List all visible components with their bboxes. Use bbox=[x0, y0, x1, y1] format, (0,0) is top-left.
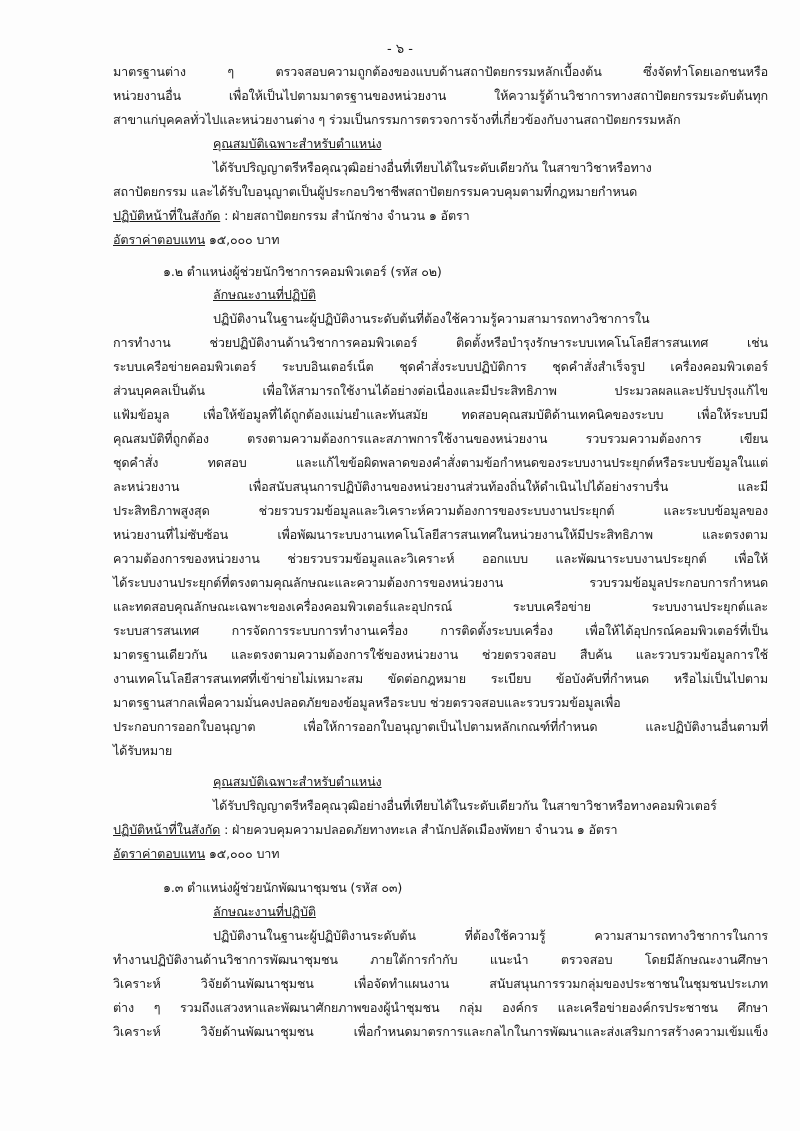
qualification-heading: คุณสมบัติเฉพาะสำหรับตำแหน่ง bbox=[213, 774, 382, 789]
duty-line: การทำงาน ช่วยปฏิบัติงานด้านวิชาการคอมพิวเตอร์ ติดตั้งหรือบำรุงรักษาระบบเทคโนโลยีสารสนเทศ เช่น bbox=[113, 335, 768, 350]
duty-line: ทำงานปฏิบัติงานด้านวิชาการพัฒนาชุมชน ภายใต้การกำกับ แนะนำ ตรวจสอบ โดยมีลักษณะงานศึกษา bbox=[113, 952, 768, 967]
pay-label: อัตราค่าตอบแทน bbox=[113, 232, 206, 247]
duty-line: ละหน่วยงาน เพื่อสนับสนุนการปฏิบัติงานของหน่วยงานส่วนท้องถิ่นให้ดำเนินไปได้อย่างราบรื่น และมี bbox=[113, 479, 768, 494]
department-line bbox=[113, 820, 768, 840]
department-label: ปฏิบัติหน้าที่ในสังกัด bbox=[113, 208, 221, 223]
duty-line: ระบบสารสนเทศ การจัดการระบบการทำงานเครื่อง การติดตั้งระบบเครื่อง เพื่อให้ได้อุปกรณ์คอมพิวเตอร์ที่เป็น bbox=[113, 623, 768, 638]
qualification-line: ได้รับปริญญาตรีหรือคุณวุฒิอย่างอื่นที่เทียบได้ในระดับเดียวกัน ในสาขาวิชาหรือทาง bbox=[213, 160, 652, 175]
pay-value: ๑๕,๐๐๐ บาท bbox=[205, 232, 280, 247]
duty-line: ส่วนบุคคลเป็นต้น เพื่อให้สามารถใช้งานได้อย่างต่อเนื่องและมีประสิทธิภาพ ประมวลผลและปรับปรุงแก้ไข bbox=[113, 383, 768, 398]
duty-line: วิเคราะห์ วิจัยด้านพัฒนาชุมชน เพื่อกำหนดมาตรการและกลไกในการพัฒนาและส่งเสริมการสร้างความเข้มแข็ง bbox=[113, 1024, 768, 1039]
pay-label: อัตราค่าตอบแทน bbox=[113, 846, 206, 861]
section-title-1-3: ๑.๓ ตำแหน่งผู้ช่วยนักพัฒนาชุมชน (รหัส ๐๓) bbox=[163, 880, 403, 895]
duty-line: ประกอบการออกใบอนุญาต เพื่อให้การออกใบอนุญาตเป็นไปตามหลักเกณฑ์ที่กำหนด และปฏิบัติงานอื่นตามที่ bbox=[113, 719, 768, 734]
duty-line: ประสิทธิภาพสูงสุด ช่วยรวบรวมข้อมูลและวิเคราะห์ความต้องการของระบบงานประยุกต์ และระบบข้อมูลของ bbox=[113, 503, 768, 518]
duty-line: คุณสมบัติที่ถูกต้อง ตรงตามความต้องการและสภาพการใช้งานของหน่วยงาน รวบรวมความต้องการ เขียน bbox=[113, 431, 768, 446]
duty-line: วิเคราะห์ วิจัยด้านพัฒนาชุมชน เพื่อจัดทำแผนงาน สนับสนุนการรวมกลุ่มของประชาชนในชุมชนประเภท bbox=[113, 976, 768, 991]
duty-line: ได้รับหมาย bbox=[113, 743, 173, 758]
department-line bbox=[113, 206, 768, 226]
body-line: สาขาแก่บุคคลทั่วไปและหน่วยงานต่าง ๆ ร่วมเป็นกรรมการตรวจการจ้างที่เกี่ยวข้องกับงานสถาปัตยกรรมหลัก bbox=[113, 112, 681, 127]
body-line: หน่วยงานอื่น เพื่อให้เป็นไปตามมาตรฐานของหน่วยงาน ให้ความรู้ด้านวิชาการทางสถาปัตยกรรมระดับต้นทุก bbox=[113, 88, 768, 103]
qualification-line: ได้รับปริญญาตรีหรือคุณวุฒิอย่างอื่นที่เทียบได้ในระดับเดียวกัน ในสาขาวิชาหรือทางคอมพิวเตอร์ bbox=[213, 798, 717, 813]
duty-line: ระบบเครือข่ายคอมพิวเตอร์ ระบบอินเตอร์เน็ต ชุดคำสั่งระบบปฏิบัติการ ชุดคำสั่งสำเร็จรูป เครื่องคอมพิวเตอร์ bbox=[113, 359, 768, 374]
duty-line: ปฏิบัติงานในฐานะผู้ปฏิบัติงานระดับต้นที่ต้องใช้ความรู้ความสามารถทางวิชาการใน bbox=[213, 311, 650, 326]
duty-line: แฟ้มข้อมูล เพื่อให้ข้อมูลที่ได้ถูกต้องแม่นยำและทันสมัย ทดสอบคุณสมบัติด้านเทคนิคของระบบ เพื่อให้ระบบมี bbox=[113, 407, 768, 422]
page-number: - ๖ - bbox=[387, 42, 413, 57]
duty-line: ความต้องการของหน่วยงาน ช่วยรวบรวมข้อมูลและวิเคราะห์ ออกแบบ และพัฒนาระบบงานประยุกต์ เพื่อให้ bbox=[113, 551, 768, 566]
duty-line: หน่วยงานที่ไม่ซับซ้อน เพื่อพัฒนาระบบงานเทคโนโลยีสารสนเทศในหน่วยงานให้มีประสิทธิภาพ และตรงตาม bbox=[113, 527, 768, 542]
duty-line: ต่าง ๆ รวมถึงแสวงหาและพัฒนาศักยภาพของผู้นำชุมชน กลุ่ม องค์กร และเครือข่ายองค์กรประชาชน ศึกษา bbox=[113, 1000, 768, 1015]
department-value: : ฝ่ายควบคุมความปลอดภัยทางทะเล สำนักปลัดเมืองพัทยา จำนวน ๑ อัตรา bbox=[220, 822, 618, 837]
duty-line: ได้ระบบงานประยุกต์ที่ตรงตามคุณลักษณะและความต้องการของหน่วยงาน รวบรวมข้อมูลประกอบการกำหนด bbox=[113, 575, 768, 590]
duty-line: มาตรฐานเดียวกัน และตรงตามความต้องการใช้ของหน่วยงาน ช่วยตรวจสอบ สืบค้น และรวบรวมข้อมูลการใช้ bbox=[113, 647, 768, 662]
department-value: : ฝ่ายสถาปัตยกรรม สำนักช่าง จำนวน ๑ อัตรา bbox=[220, 208, 470, 223]
duty-line: มาตรฐานสากลเพื่อความมั่นคงปลอดภัยของข้อมูลหรือระบบ ช่วยตรวจสอบและรวบรวมข้อมูลเพื่อ bbox=[113, 695, 621, 710]
body-line: มาตรฐานต่าง ๆ ตรวจสอบความถูกต้องของแบบด้านสถาปัตยกรรมหลักเบื้องต้น ซึ่งจัดทำโดยเอกชนหรือ bbox=[113, 64, 768, 79]
duty-heading: ลักษณะงานที่ปฏิบัติ bbox=[213, 287, 316, 302]
pay-line bbox=[113, 844, 768, 864]
duty-line: ปฏิบัติงานในฐานะผู้ปฏิบัติงานระดับต้น ที่ต้องใช้ความรู้ ความสามารถทางวิชาการในการ bbox=[213, 928, 768, 943]
duty-heading: ลักษณะงานที่ปฏิบัติ bbox=[213, 904, 316, 919]
pay-line bbox=[113, 230, 768, 250]
qualification-line: สถาปัตยกรรม และได้รับใบอนุญาตเป็นผู้ประกอบวิชาชีพสถาปัตยกรรมควบคุมตามที่กฎหมายกำหนด bbox=[113, 184, 638, 199]
department-label: ปฏิบัติหน้าที่ในสังกัด bbox=[113, 822, 221, 837]
section-title-1-2: ๑.๒ ตำแหน่งผู้ช่วยนักวิชาการคอมพิวเตอร์ (รหัส ๐๒) bbox=[163, 264, 442, 279]
qualification-heading: คุณสมบัติเฉพาะสำหรับตำแหน่ง bbox=[213, 136, 382, 151]
duty-line: และทดสอบคุณลักษณะเฉพาะของเครื่องคอมพิวเตอร์และอุปกรณ์ ระบบเครือข่าย ระบบงานประยุกต์และ bbox=[113, 599, 768, 614]
pay-value: ๑๕,๐๐๐ บาท bbox=[205, 846, 280, 861]
duty-line: ชุดคำสั่ง ทดสอบ และแก้ไขข้อผิดพลาดของคำสั่งตามข้อกำหนดของระบบงานประยุกต์หรือระบบข้อมูลในแต่ bbox=[113, 455, 768, 470]
duty-line: งานเทคโนโลยีสารสนเทศที่เข้าข่ายไม่เหมาะสม ขัดต่อกฎหมาย ระเบียบ ข้อบังคับที่กำหนด หรือไม่เป็นไปตาม bbox=[113, 671, 768, 686]
